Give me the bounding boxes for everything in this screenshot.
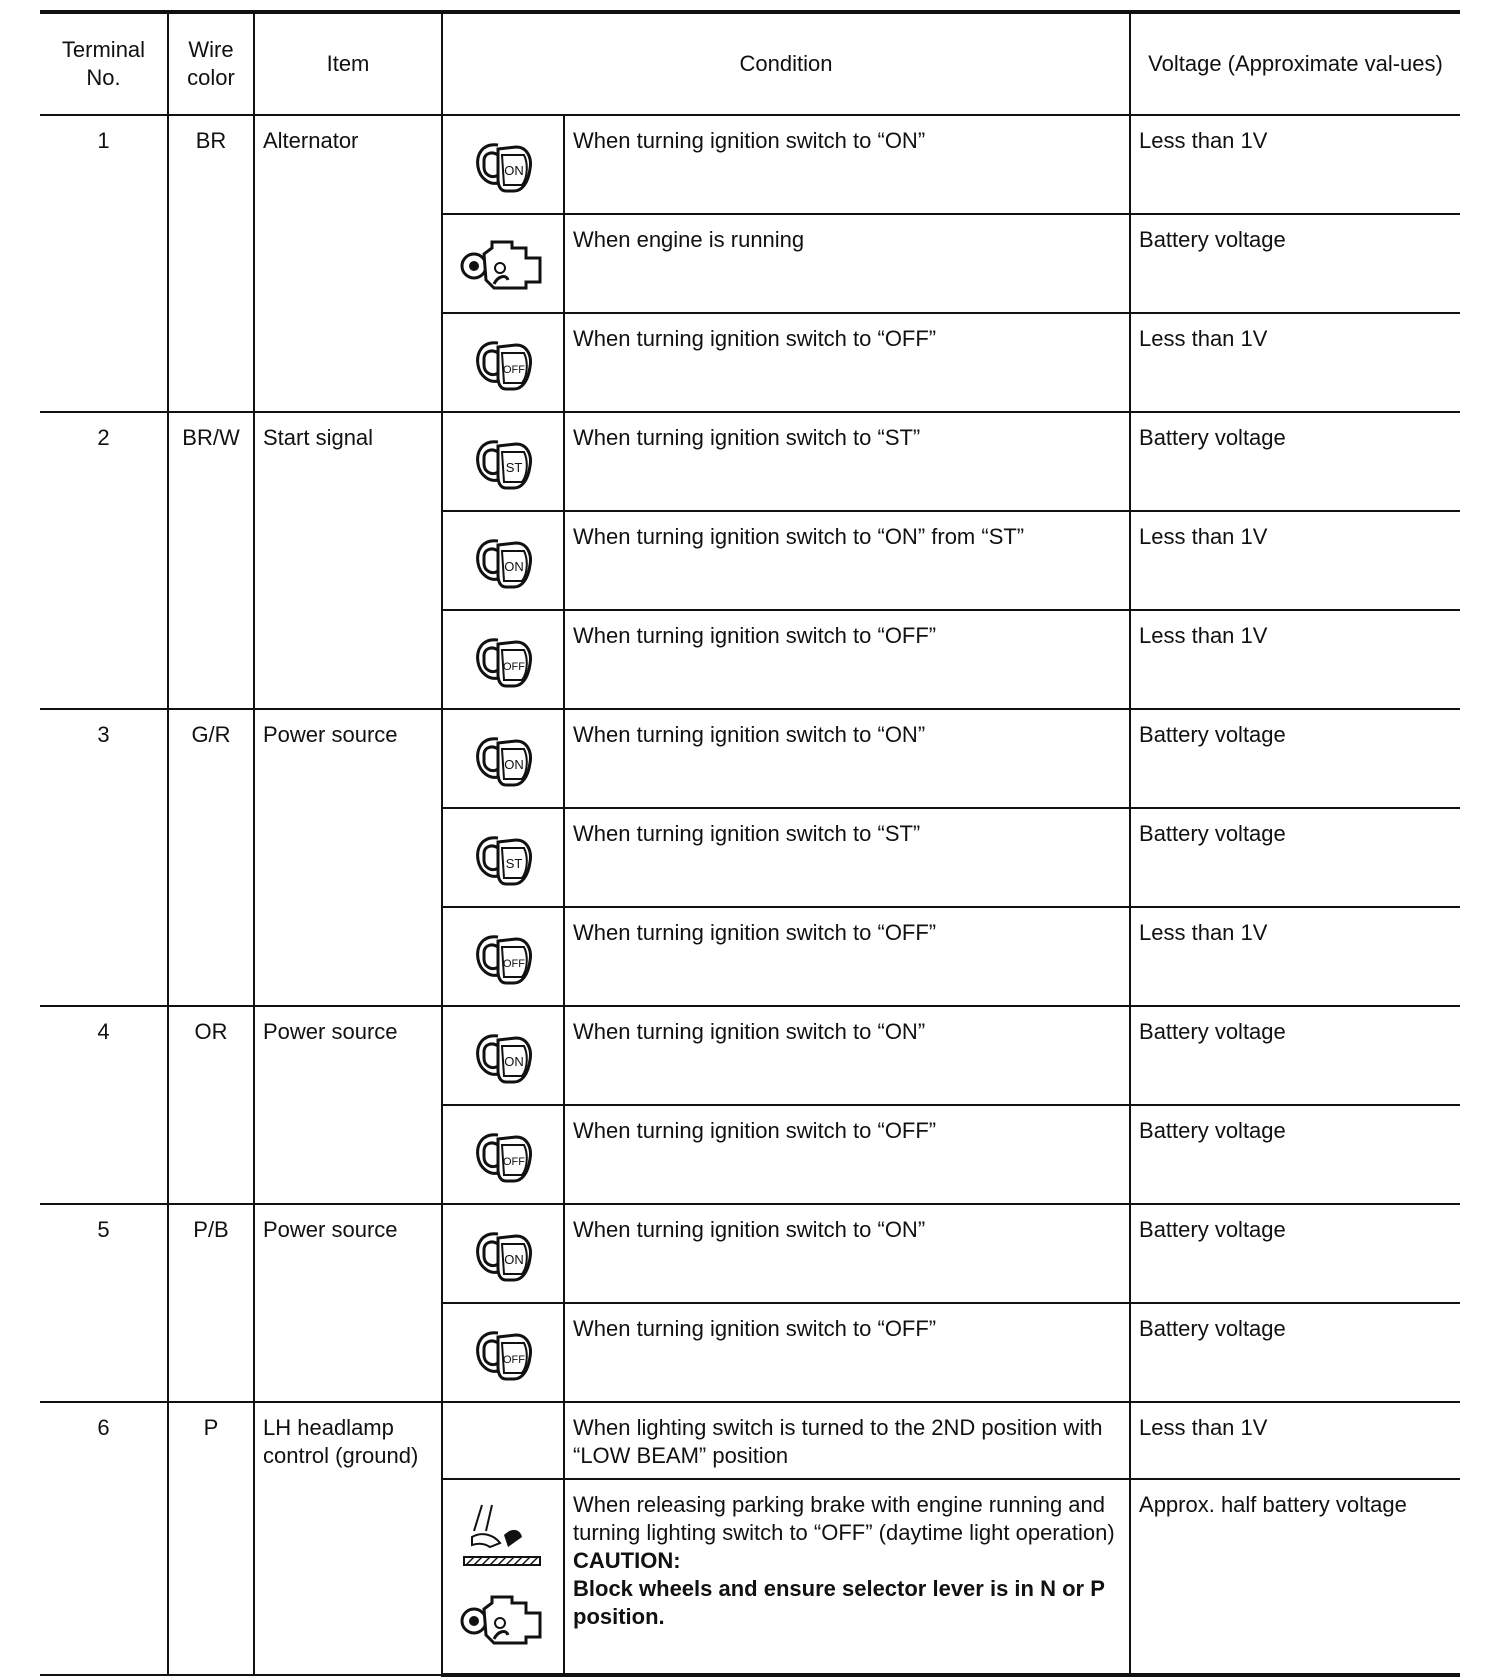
item-name: Start signal [263, 425, 374, 450]
condition-text: When turning ignition switch to “ON” [573, 1217, 926, 1242]
svg-text:ON: ON [504, 1252, 524, 1267]
terminal-number-cell [40, 709, 168, 1006]
terminal-number: 1 [97, 128, 110, 153]
condition-cell [564, 709, 1130, 808]
ignition-key-off-icon [451, 331, 555, 401]
condition-icon-cell [442, 1402, 564, 1479]
terminal-voltage-table [40, 10, 1460, 1677]
voltage-cell [1130, 1402, 1460, 1479]
condition-cell [564, 1402, 1130, 1479]
voltage-value: Battery voltage [1139, 1118, 1286, 1143]
item-cell [254, 1204, 442, 1402]
voltage-value: Less than 1V [1139, 1415, 1268, 1440]
ignition-key-on-icon [451, 1222, 555, 1292]
ignition-key-on-icon [451, 529, 555, 599]
table-row [40, 1006, 1460, 1105]
condition-text: When engine is running [573, 227, 805, 252]
item-name: Power source [263, 1217, 398, 1242]
ignition-key-off-icon [451, 1321, 555, 1391]
ignition-key-off-icon [451, 1123, 555, 1193]
header-voltage: Voltage (Approximate val-ues) [1130, 12, 1460, 115]
condition-cell [564, 1479, 1130, 1675]
parking-brake-and-engine-running-icon [451, 1497, 555, 1657]
engine-running-icon [451, 232, 555, 296]
wire-color: P [203, 1415, 219, 1440]
condition-text: When lighting switch is turned to the 2ND position with “LOW BEAM” position [573, 1415, 1103, 1468]
voltage-cell [1130, 1006, 1460, 1105]
ignition-key-on-icon [451, 1024, 555, 1094]
condition-icon-cell [442, 1479, 564, 1675]
voltage-value: Battery voltage [1139, 722, 1286, 747]
voltage-value: Less than 1V [1139, 524, 1268, 549]
voltage-cell [1130, 610, 1460, 709]
condition-text: When turning ignition switch to “OFF” [573, 920, 937, 945]
condition-cell [564, 1006, 1130, 1105]
voltage-cell [1130, 709, 1460, 808]
caution-label: CAUTION: [573, 1548, 681, 1573]
ignition-key-off-icon [451, 925, 555, 995]
wire-color: OR [194, 1019, 228, 1044]
item-name: Alternator [263, 128, 359, 153]
svg-text:ST: ST [505, 856, 523, 871]
svg-text:OFF: OFF [503, 1354, 525, 1366]
item-cell [254, 412, 442, 709]
voltage-value: Less than 1V [1139, 128, 1268, 153]
voltage-cell [1130, 412, 1460, 511]
table-body [40, 115, 1460, 1675]
caution-text: Block wheels and ensure selector lever is in N or P position. [573, 1576, 1105, 1629]
condition-text: When turning ignition switch to “OFF” [573, 1118, 937, 1143]
wire-color: BR/W [182, 425, 240, 450]
voltage-cell [1130, 1479, 1460, 1675]
voltage-cell [1130, 1204, 1460, 1303]
voltage-value: Less than 1V [1139, 920, 1268, 945]
condition-icon-cell [442, 412, 564, 511]
condition-text: When turning ignition switch to “OFF” [573, 326, 937, 351]
table-row [40, 412, 1460, 511]
terminal-number-cell [40, 1006, 168, 1204]
wire-color-cell [168, 709, 254, 1006]
voltage-cell [1130, 511, 1460, 610]
terminal-number-cell [40, 1204, 168, 1402]
condition-icon-cell [442, 1105, 564, 1204]
svg-text:ON: ON [504, 559, 524, 574]
voltage-value: Battery voltage [1139, 1316, 1286, 1341]
voltage-value: Battery voltage [1139, 425, 1286, 450]
voltage-value: Less than 1V [1139, 326, 1268, 351]
svg-text:OFF: OFF [503, 958, 525, 970]
condition-cell [564, 1105, 1130, 1204]
svg-text:ST: ST [505, 460, 523, 475]
condition-icon-cell [442, 1006, 564, 1105]
wire-color-cell [168, 115, 254, 412]
item-name: Power source [263, 1019, 398, 1044]
terminal-number: 3 [97, 722, 110, 747]
condition-cell [564, 511, 1130, 610]
item-cell [254, 115, 442, 412]
svg-text:OFF: OFF [503, 661, 525, 673]
condition-cell [564, 214, 1130, 313]
condition-text: When turning ignition switch to “ON” from “ST” [573, 524, 1025, 549]
header-terminal-no: Terminal No. [40, 12, 168, 115]
condition-text: When turning ignition switch to “ST” [573, 425, 921, 450]
item-name: LH headlamp control (ground) [263, 1415, 419, 1468]
wire-color: P/B [193, 1217, 229, 1242]
condition-icon-cell [442, 808, 564, 907]
condition-icon-cell [442, 610, 564, 709]
condition-cell [564, 808, 1130, 907]
wire-color-cell [168, 1006, 254, 1204]
svg-text:OFF: OFF [503, 1156, 525, 1168]
condition-icon-cell [442, 1303, 564, 1402]
svg-text:ON: ON [504, 163, 524, 178]
voltage-value: Battery voltage [1139, 1217, 1286, 1242]
voltage-cell [1130, 313, 1460, 412]
table-row [40, 709, 1460, 808]
condition-icon-cell [442, 709, 564, 808]
condition-cell [564, 1204, 1130, 1303]
condition-text: When turning ignition switch to “OFF” [573, 1316, 937, 1341]
voltage-value: Less than 1V [1139, 623, 1268, 648]
item-cell [254, 1006, 442, 1204]
ignition-key-st-icon [451, 430, 555, 500]
voltage-cell [1130, 808, 1460, 907]
wire-color-cell [168, 1204, 254, 1402]
condition-icon-cell [442, 1204, 564, 1303]
condition-icon-cell [442, 511, 564, 610]
header-row [40, 12, 1460, 115]
condition-icon-cell [442, 313, 564, 412]
voltage-cell [1130, 214, 1460, 313]
condition-icon-cell [442, 214, 564, 313]
svg-text:ON: ON [504, 1054, 524, 1069]
table-row [40, 115, 1460, 214]
condition-text: When releasing parking brake with engine running and turning lighting switch to “OFF” (daytime light operation) [573, 1492, 1115, 1545]
wire-color-cell [168, 1402, 254, 1675]
terminal-number: 5 [97, 1217, 110, 1242]
voltage-cell [1130, 1105, 1460, 1204]
voltage-cell [1130, 907, 1460, 1006]
voltage-cell [1130, 1303, 1460, 1402]
voltage-value: Battery voltage [1139, 821, 1286, 846]
item-cell [254, 709, 442, 1006]
condition-cell [564, 115, 1130, 214]
condition-text: When turning ignition switch to “ON” [573, 722, 926, 747]
condition-cell [564, 610, 1130, 709]
terminal-number-cell [40, 1402, 168, 1675]
svg-text:OFF: OFF [503, 364, 525, 376]
terminal-number: 4 [97, 1019, 110, 1044]
ignition-key-st-icon [451, 826, 555, 896]
condition-cell [564, 907, 1130, 1006]
header-condition: Condition [442, 12, 1130, 115]
table-row [40, 1204, 1460, 1303]
table-row [40, 1402, 1460, 1479]
condition-text: When turning ignition switch to “ON” [573, 1019, 926, 1044]
wire-color-cell [168, 412, 254, 709]
ignition-key-off-icon [451, 628, 555, 698]
condition-cell [564, 1303, 1130, 1402]
ignition-key-on-icon [451, 133, 555, 203]
condition-icon-cell [442, 907, 564, 1006]
terminal-number: 2 [97, 425, 110, 450]
voltage-cell [1130, 115, 1460, 214]
header-item: Item [254, 12, 442, 115]
condition-text: When turning ignition switch to “ST” [573, 821, 921, 846]
wire-color: G/R [191, 722, 231, 747]
wire-color: BR [195, 128, 227, 153]
terminal-number-cell [40, 115, 168, 412]
condition-text: When turning ignition switch to “OFF” [573, 623, 937, 648]
condition-text: When turning ignition switch to “ON” [573, 128, 926, 153]
voltage-value: Approx. half battery voltage [1139, 1492, 1407, 1517]
voltage-value: Battery voltage [1139, 227, 1286, 252]
voltage-value: Battery voltage [1139, 1019, 1286, 1044]
condition-cell [564, 313, 1130, 412]
svg-text:ON: ON [504, 757, 524, 772]
header-wire-color: Wire color [168, 12, 254, 115]
item-name: Power source [263, 722, 398, 747]
condition-cell [564, 412, 1130, 511]
ignition-key-on-icon [451, 727, 555, 797]
item-cell [254, 1402, 442, 1675]
terminal-number: 6 [97, 1415, 110, 1440]
terminal-number-cell [40, 412, 168, 709]
condition-icon-cell [442, 115, 564, 214]
